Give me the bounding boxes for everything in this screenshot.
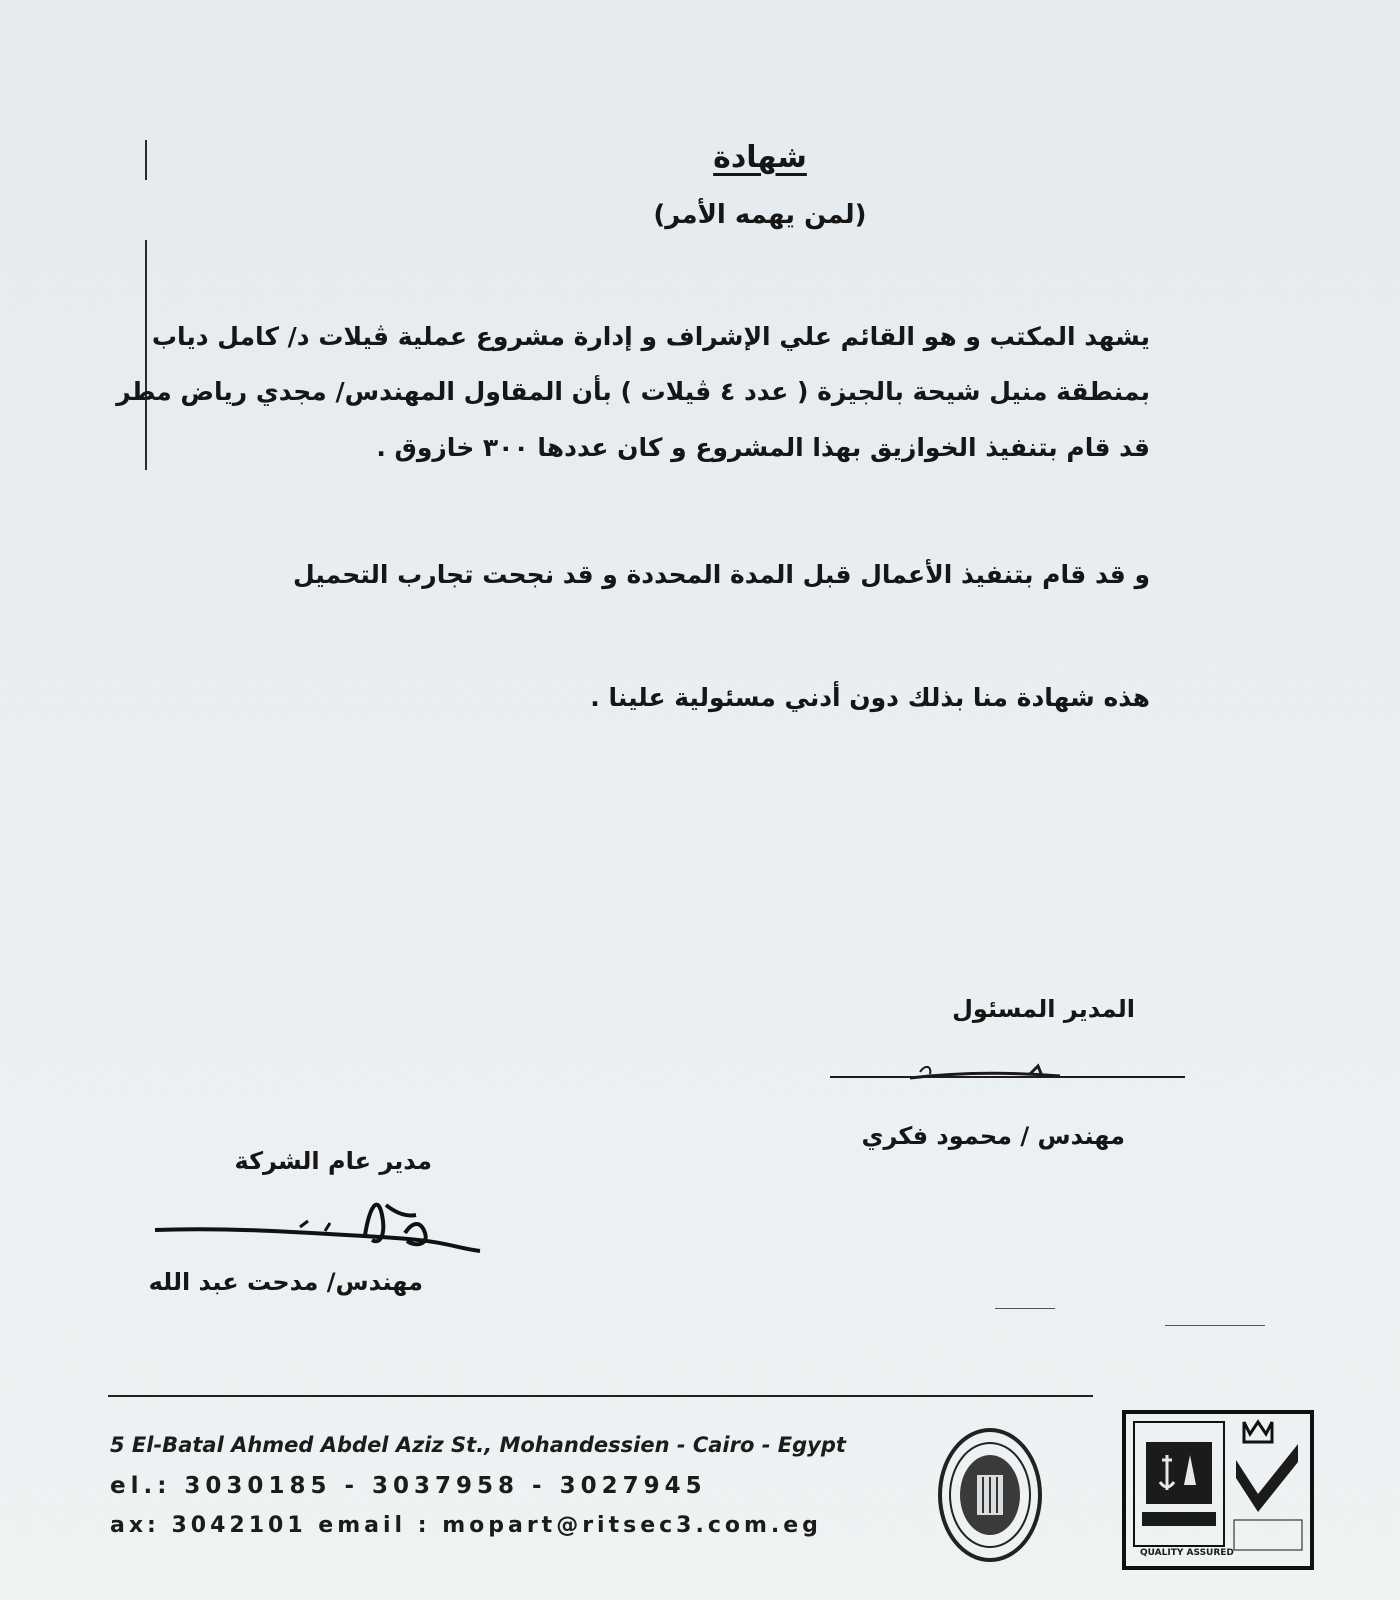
footer-rule xyxy=(108,1395,1093,1397)
gm-title: مدير عام الشركة xyxy=(234,1147,432,1175)
footer-fax-email: ax: 3042101 email : mopart@ritsec3.com.eg xyxy=(110,1513,822,1538)
cert-label: QUALITY ASSURED xyxy=(1140,1548,1234,1558)
quality-certificate xyxy=(1122,1410,1314,1570)
institute-seal-icon xyxy=(935,1425,1045,1565)
paragraph2: و قد قام بتنفيذ الأعمال قبل المدة المحددة و قد نجحت تجارب التحميل xyxy=(293,560,1150,589)
gm-signature xyxy=(150,1185,490,1275)
manager-name: مهندس / محمود فكري xyxy=(861,1122,1125,1150)
gm-name: مهندس/ مدحت عبد الله xyxy=(148,1268,423,1296)
footer-phone: el.: 3030185 - 3037958 - 3027945 xyxy=(110,1473,707,1499)
document-subtitle: (لمن يهمه الأمر) xyxy=(653,200,867,230)
paragraph1-line3: قد قام بتنفيذ الخوازيق بهذا المشروع و كان عددها ٣٠٠ خازوق . xyxy=(376,433,1150,462)
paragraph1-line2: بمنطقة منيل شيحة بالجيزة ( عدد ٤ ڤيلات ) بأن المقاول المهندس/ مجدي رياض مطر xyxy=(116,377,1150,406)
paragraph3: هذه شهادة منا بذلك دون أدني مسئولية علينا . xyxy=(590,683,1150,712)
manager-signature xyxy=(900,1050,1160,1090)
manager-title: المدير المسئول xyxy=(952,995,1135,1023)
margin-line-bottom xyxy=(145,240,147,470)
paragraph1-line1: يشهد المكتب و هو القائم علي الإشراف و إدارة مشروع عملية ڤيلات د/ كامل دياب xyxy=(151,322,1150,351)
stamp-dash-2 xyxy=(1165,1325,1265,1326)
footer-address: 5 El-Batal Ahmed Abdel Aziz St., Mohandessien - Cairo - Egypt xyxy=(110,1433,846,1457)
stamp-dash-1 xyxy=(995,1308,1055,1309)
document-title: شهادة xyxy=(713,140,807,175)
